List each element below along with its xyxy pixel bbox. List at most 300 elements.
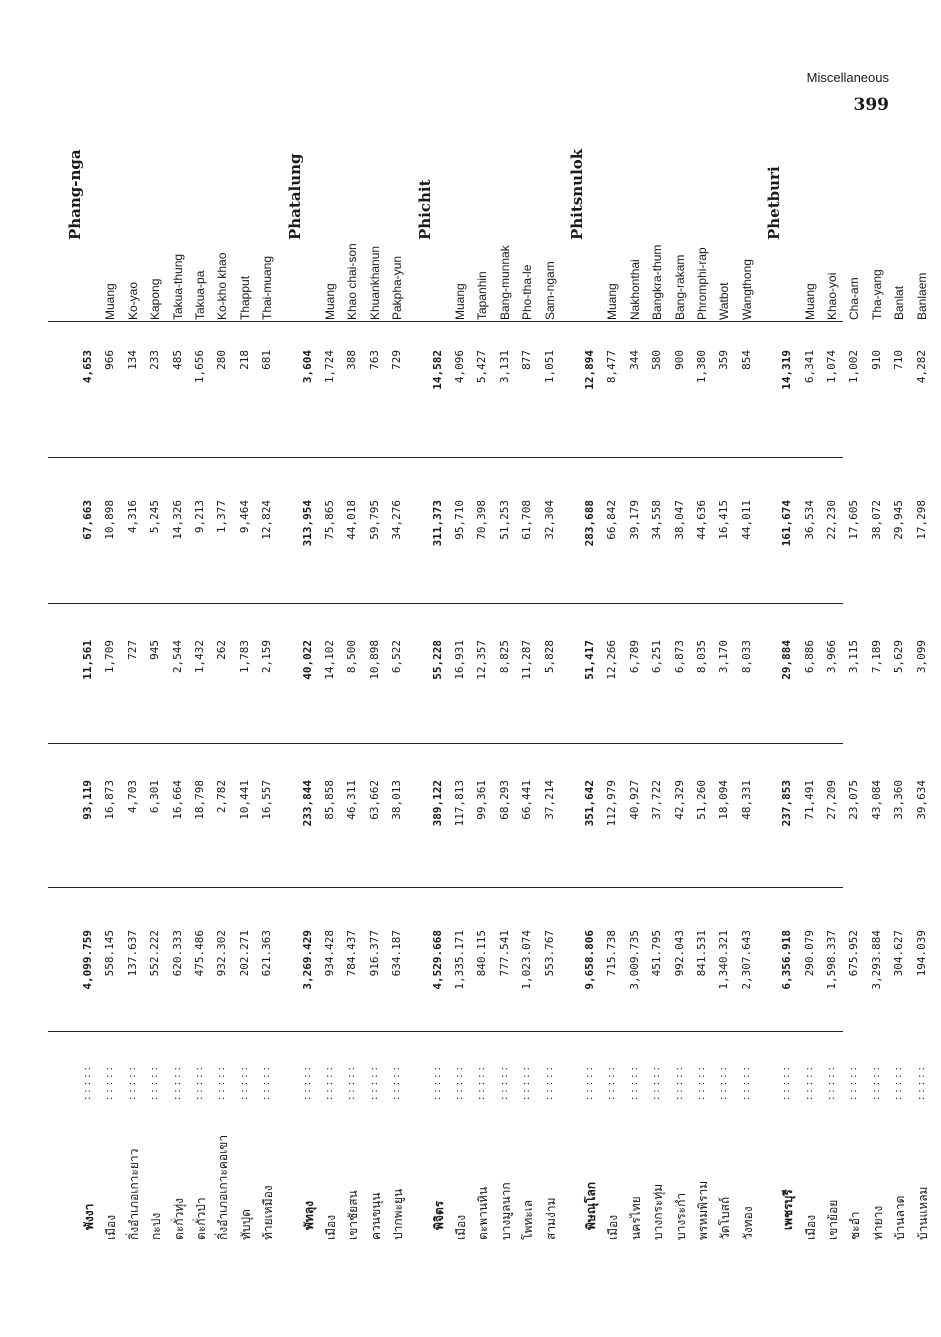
- district-name-english: Kapong: [148, 278, 163, 320]
- district-value: 485: [170, 350, 184, 370]
- district-value: 558.145: [103, 930, 117, 977]
- leader-dots: :::::: [368, 1063, 380, 1100]
- leader-dots: :::::: [651, 1063, 663, 1100]
- district-value: 34,276: [390, 500, 404, 540]
- province-total-value: 237,853: [780, 780, 794, 827]
- district-value: 675.952: [847, 930, 861, 977]
- leader-dots: :::::: [431, 1063, 443, 1100]
- district-name-english: Watbot: [717, 282, 732, 320]
- district-value: 33,360: [892, 780, 906, 820]
- district-value: 14,326: [170, 500, 184, 540]
- leader-dots: :::::: [126, 1063, 138, 1100]
- province-total-value: 67,663: [81, 500, 94, 540]
- district-value: 3,131: [497, 350, 511, 384]
- district-value: 553.767: [542, 930, 556, 977]
- district-value: 1,656: [193, 350, 206, 384]
- district-value: 621.363: [260, 930, 274, 977]
- district-value: 854: [739, 350, 753, 370]
- district-value: 877: [520, 350, 534, 370]
- district-name-thai: เมือง: [104, 1214, 119, 1240]
- province-name-thai: พิจิตร: [431, 1200, 446, 1230]
- district-name-thai: ทับปุด: [238, 1209, 253, 1240]
- district-value: 38,047: [672, 500, 686, 540]
- district-name-thai: กะปง: [149, 1212, 164, 1240]
- district-value: 1,023.074: [520, 930, 534, 990]
- district-value: 34,558: [650, 500, 664, 540]
- district-name-english: Banlaem: [914, 272, 929, 320]
- district-value: 932.302: [215, 930, 229, 977]
- district-value: 3,170: [717, 640, 731, 674]
- district-name-thai: พรหมพิราม: [696, 1180, 710, 1240]
- district-value: 27,209: [825, 780, 838, 820]
- district-name-thai: นครไทย: [628, 1196, 643, 1240]
- district-name-english: Muang: [103, 283, 118, 320]
- province-total-value: 3,269.429: [300, 930, 314, 990]
- district-value: 70,398: [475, 500, 489, 540]
- province-row: [568, 120, 602, 1240]
- district-value: 1,074: [825, 350, 838, 384]
- district-value: 39,634: [914, 780, 928, 820]
- district-value: 12,824: [260, 500, 274, 540]
- district-value: 1,709: [103, 640, 117, 674]
- district-row: [342, 120, 364, 1240]
- district-value: 63,662: [367, 780, 381, 820]
- district-name-thai: เมือง: [606, 1214, 621, 1240]
- district-value: 32,304: [542, 500, 556, 540]
- district-value: 5,629: [892, 640, 906, 674]
- province-total-value: 351,642: [583, 780, 596, 827]
- district-value: 39,179: [627, 500, 641, 540]
- district-value: 634.187: [390, 930, 404, 977]
- district-row: [495, 120, 517, 1240]
- district-value: 46,311: [345, 780, 359, 820]
- district-value: 6,873: [672, 640, 686, 674]
- district-name-thai: เขาชัยสน: [346, 1190, 361, 1240]
- district-value: 17,298: [914, 500, 928, 540]
- district-value: 48,331: [739, 780, 753, 820]
- district-value: 3,009.735: [627, 930, 641, 990]
- province-row: [285, 120, 320, 1240]
- district-value: 6,789: [627, 640, 641, 674]
- leader-dots: :::::: [194, 1063, 205, 1100]
- district-row: [692, 120, 714, 1240]
- district-value: 51,260: [695, 780, 708, 820]
- district-value: 934.428: [323, 930, 336, 977]
- district-value: 9,213: [193, 500, 206, 534]
- province-total-value: 93,119: [81, 780, 94, 820]
- district-value: 4,096: [453, 350, 466, 384]
- district-value: 2,782: [215, 780, 229, 814]
- district-name-thai: เมือง: [324, 1214, 338, 1240]
- district-row: [602, 120, 624, 1240]
- district-value: 37,722: [650, 780, 664, 820]
- district-value: 710: [892, 350, 906, 370]
- district-name-english: Khuankhanun: [367, 245, 382, 320]
- district-value: 51,253: [497, 500, 511, 540]
- district-value: 1,340.321: [717, 930, 731, 990]
- leader-dots: :::::: [673, 1063, 685, 1100]
- leader-dots: :::::: [696, 1063, 707, 1100]
- district-name-thai: ควนขนุน: [368, 1192, 383, 1240]
- leader-dots: :::::: [781, 1063, 793, 1100]
- province-name-english: Phitsnulok: [568, 148, 586, 240]
- province-total-value: 233,844: [300, 780, 314, 827]
- page-number: 399: [853, 95, 889, 115]
- district-row: [190, 120, 212, 1240]
- district-name-english: Bangkra-thum: [650, 244, 665, 320]
- district-value: 475.486: [193, 930, 206, 977]
- district-value: 4,282: [914, 350, 928, 384]
- province-total-value: 4,529.668: [430, 930, 444, 990]
- district-name-thai: กิ่งอำเภอเกาะยาว: [126, 1148, 141, 1240]
- district-row: [714, 120, 736, 1240]
- district-name-thai: บางมูลนาก: [498, 1182, 513, 1240]
- province-total-value: 283,688: [583, 500, 596, 547]
- district-name-english: Muang: [605, 283, 620, 320]
- district-value: 66,842: [605, 500, 619, 540]
- leader-dots: :::::: [216, 1063, 228, 1100]
- district-name-thai: โพทะเล: [521, 1199, 536, 1240]
- district-row: [517, 120, 539, 1240]
- district-value: 40,927: [627, 780, 641, 820]
- district-value: 280: [215, 350, 229, 370]
- leader-dots: :::::: [870, 1063, 882, 1100]
- province-name-english: Phang-nga: [66, 149, 84, 240]
- district-value: 344: [627, 350, 641, 370]
- district-row: [822, 120, 844, 1240]
- district-row: [100, 120, 122, 1240]
- district-value: 66,441: [520, 780, 534, 820]
- district-value: 4,316: [125, 500, 139, 534]
- district-value: 763: [367, 350, 381, 370]
- district-value: 1,783: [237, 640, 251, 674]
- province-row: [415, 120, 450, 1240]
- district-value: 1,432: [193, 640, 206, 674]
- district-row: [647, 120, 669, 1240]
- district-value: 840.115: [475, 930, 489, 977]
- district-row: [912, 120, 934, 1240]
- district-row: [540, 120, 562, 1240]
- province-name-thai: พังงา: [82, 1203, 96, 1230]
- province-total-value: 3,604: [300, 350, 314, 384]
- district-value: 4,703: [125, 780, 139, 814]
- district-row: [472, 120, 494, 1240]
- district-value: 38,072: [869, 500, 883, 540]
- leader-dots: :::::: [238, 1063, 250, 1100]
- province-total-value: 9,658.806: [583, 930, 596, 990]
- district-value: 8,477: [605, 350, 619, 384]
- district-value: 916.377: [367, 930, 381, 977]
- district-value: 8,033: [739, 640, 753, 674]
- district-value: 11,287: [520, 640, 534, 680]
- district-value: 5,427: [475, 350, 489, 384]
- district-name-thai: กิ่งอำเภอเกาะคอเขา: [216, 1134, 231, 1240]
- district-name-english: Khao chai-son: [345, 243, 360, 320]
- district-row: [800, 120, 822, 1240]
- district-name-english: Cha-am: [847, 277, 862, 320]
- leader-dots: :::::: [803, 1063, 815, 1100]
- district-name-thai: เมือง: [803, 1214, 818, 1240]
- district-row: [235, 120, 257, 1240]
- district-value: 29,945: [892, 500, 906, 540]
- district-value: 8,500: [345, 640, 359, 674]
- district-value: 44,011: [739, 500, 753, 540]
- district-value: 44,018: [345, 500, 359, 540]
- district-value: 3,115: [847, 640, 861, 674]
- district-value: 95,710: [453, 500, 466, 540]
- district-value: 137.637: [125, 930, 139, 977]
- leader-dots: :::::: [628, 1063, 640, 1100]
- leader-dots: :::::: [893, 1063, 905, 1100]
- district-value: 777.541: [497, 930, 511, 977]
- district-row: [257, 120, 279, 1240]
- district-value: 42,329: [672, 780, 686, 820]
- district-name-english: Bang-munnak: [497, 245, 512, 320]
- district-value: 59,795: [367, 500, 381, 540]
- province-total-value: 55,228: [430, 640, 444, 680]
- province-total-value: 4,099.759: [81, 930, 94, 990]
- district-value: 134: [125, 350, 139, 370]
- district-value: 10,898: [367, 640, 381, 680]
- district-value: 85,858: [323, 780, 336, 820]
- province-row: [765, 120, 799, 1240]
- district-row: [123, 120, 145, 1240]
- district-name-thai: ปากพะยูน: [391, 1188, 406, 1240]
- district-name-thai: วังทอง: [740, 1206, 755, 1240]
- province-total-value: 11,561: [81, 640, 94, 680]
- district-value: 233: [148, 350, 162, 370]
- district-name-thai: ท้ายเหมือง: [261, 1185, 276, 1240]
- district-value: 727: [125, 640, 139, 660]
- district-value: 10,898: [103, 500, 117, 540]
- district-value: 900: [672, 350, 686, 370]
- district-row: [387, 120, 409, 1240]
- district-value: 17,605: [847, 500, 861, 540]
- district-value: 1,380: [695, 350, 708, 384]
- district-value: 5,828: [542, 640, 556, 674]
- page-header: [807, 70, 889, 115]
- district-name-english: Tapanhin: [475, 271, 490, 320]
- district-value: 359: [717, 350, 731, 370]
- district-value: 6,341: [802, 350, 816, 384]
- district-value: 681: [260, 350, 274, 370]
- district-row: [867, 120, 889, 1240]
- district-name-english: Pho-tha-le: [520, 264, 535, 320]
- district-value: 8,825: [497, 640, 511, 674]
- district-name-thai: เขาย้อย: [826, 1199, 840, 1240]
- district-row: [450, 120, 472, 1240]
- leader-dots: :::::: [521, 1063, 533, 1100]
- province-total-value: 40,022: [300, 640, 314, 680]
- district-name-thai: บางกระทุ่ม: [651, 1183, 666, 1240]
- province-name-thai: เพชรบุรี: [781, 1189, 796, 1230]
- district-value: 304.627: [892, 930, 906, 977]
- district-value: 1,002: [847, 350, 861, 384]
- district-name-english: Muang: [802, 283, 817, 320]
- district-value: 16,415: [717, 500, 731, 540]
- province-total-value: 311,373: [430, 500, 444, 547]
- district-name-english: Takua-thung: [170, 253, 185, 320]
- leader-dots: :::::: [543, 1063, 555, 1100]
- district-value: 75,865: [323, 500, 336, 540]
- leader-dots: :::::: [104, 1063, 116, 1100]
- district-name-english: Khao-yoi: [825, 272, 839, 320]
- district-value: 992.043: [672, 930, 686, 977]
- district-name-thai: บ้านลาด: [893, 1195, 908, 1240]
- province-total-value: 4,653: [81, 350, 94, 384]
- leader-dots: :::::: [391, 1063, 403, 1100]
- district-value: 262: [215, 640, 229, 660]
- district-value: 715.738: [605, 930, 619, 977]
- leader-dots: :::::: [324, 1063, 335, 1100]
- district-value: 2,159: [260, 640, 274, 674]
- district-value: 6,886: [802, 640, 816, 674]
- district-value: 729: [390, 350, 404, 370]
- province-name-english: Phichit: [415, 179, 434, 240]
- leader-dots: :::::: [454, 1063, 465, 1100]
- district-row: [670, 120, 692, 1240]
- district-name-thai: ตะกั่วทุ่ง: [171, 1197, 186, 1240]
- province-name-english: Phatalung: [285, 153, 304, 240]
- district-value: 290.079: [802, 930, 816, 977]
- district-value: 22,230: [825, 500, 838, 540]
- province-name-thai: พิษณุโลก: [584, 1181, 598, 1230]
- district-value: 10,441: [237, 780, 251, 820]
- district-value: 16,931: [453, 640, 466, 680]
- district-value: 451.795: [650, 930, 664, 977]
- district-value: 218: [237, 350, 251, 370]
- district-value: 6,251: [650, 640, 664, 674]
- district-name-thai: วัดโบสถ์: [718, 1196, 733, 1240]
- district-value: 580: [650, 350, 664, 370]
- district-value: 37,214: [542, 780, 556, 820]
- district-value: 43,084: [869, 780, 883, 820]
- province-total-value: 12,894: [583, 350, 596, 390]
- district-value: 16,664: [170, 780, 184, 820]
- district-row: [365, 120, 387, 1240]
- leader-dots: :::::: [261, 1063, 273, 1100]
- leader-dots: :::::: [740, 1063, 752, 1100]
- district-value: 8,035: [695, 640, 708, 674]
- district-value: 5,245: [148, 500, 162, 534]
- district-value: 552.222: [148, 930, 162, 977]
- leader-dots: :::::: [915, 1063, 927, 1100]
- district-value: 3,966: [825, 640, 838, 674]
- province-total-value: 29,884: [780, 640, 794, 680]
- district-value: 1,051: [542, 350, 556, 384]
- district-value: 1,377: [215, 500, 229, 534]
- district-row: [737, 120, 759, 1240]
- district-row: [320, 120, 342, 1240]
- statistics-table: [66, 120, 930, 1240]
- district-name-english: Pakpha-yun: [390, 255, 405, 320]
- district-value: 620.333: [170, 930, 184, 977]
- district-value: 117,813: [453, 780, 466, 827]
- district-value: 16,557: [260, 780, 274, 820]
- district-value: 16,873: [103, 780, 117, 820]
- district-name-english: Sam-ngam: [542, 261, 557, 320]
- district-name-thai: เมือง: [454, 1214, 468, 1240]
- province-total-value: 313,954: [300, 500, 314, 547]
- leader-dots: :::::: [171, 1063, 183, 1100]
- leader-dots: :::::: [82, 1063, 93, 1100]
- leader-dots: :::::: [826, 1063, 837, 1100]
- district-value: 945: [148, 640, 162, 660]
- leader-dots: :::::: [848, 1063, 860, 1100]
- district-name-english: Takua-pa: [193, 270, 207, 320]
- district-value: 2,544: [170, 640, 184, 674]
- district-value: 910: [869, 350, 883, 370]
- district-value: 841.531: [695, 930, 708, 977]
- district-value: 68,293: [497, 780, 511, 820]
- province-total-value: 51,417: [583, 640, 596, 680]
- district-name-thai: สามง่าม: [543, 1197, 558, 1240]
- district-name-thai: บางระกำ: [673, 1192, 688, 1240]
- district-value: 784.437: [345, 930, 359, 977]
- district-value: 1,335.171: [453, 930, 466, 990]
- district-name-english: Thapput: [237, 275, 252, 320]
- leader-dots: :::::: [606, 1063, 618, 1100]
- district-value: 1,724: [323, 350, 336, 384]
- section-title: Miscellaneous: [806, 70, 889, 85]
- leader-dots: :::::: [584, 1063, 595, 1100]
- district-name-english: Tha-yang: [869, 269, 884, 320]
- district-value: 18,094: [717, 780, 731, 820]
- district-row: [145, 120, 167, 1240]
- district-name-english: Ko-yao: [125, 281, 140, 320]
- district-name-english: Bang-rakam: [672, 254, 687, 320]
- district-value: 14,102: [323, 640, 336, 680]
- district-value: 966: [103, 350, 117, 370]
- district-row: [168, 120, 190, 1240]
- district-value: 99,361: [475, 780, 489, 820]
- province-total-value: 14,319: [780, 350, 794, 390]
- district-value: 38,013: [390, 780, 404, 820]
- district-value: 9,464: [237, 500, 251, 534]
- district-value: 6,522: [390, 640, 404, 674]
- leader-dots: :::::: [346, 1063, 358, 1100]
- district-name-english: Nakhonthai: [627, 259, 642, 320]
- district-row: [625, 120, 647, 1240]
- district-name-thai: ตะพานหิน: [476, 1186, 491, 1240]
- district-value: 44,636: [695, 500, 708, 540]
- district-name-thai: ตะกั่วป่า: [194, 1197, 208, 1240]
- district-row: [844, 120, 866, 1240]
- district-name-english: Muang: [453, 283, 467, 320]
- district-value: 3,293.884: [869, 930, 883, 990]
- leader-dots: :::::: [476, 1063, 488, 1100]
- district-name-english: Banlat: [892, 285, 907, 320]
- district-value: 202.271: [237, 930, 251, 977]
- district-value: 194.039: [914, 930, 928, 977]
- leader-dots: :::::: [149, 1063, 161, 1100]
- district-name-thai: ท่ายาง: [870, 1205, 885, 1240]
- district-name-english: Thai-muang: [260, 255, 275, 320]
- district-name-thai: ชะอำ: [848, 1211, 863, 1240]
- district-name-english: Muang: [323, 283, 337, 320]
- district-value: 3,099: [914, 640, 928, 674]
- province-name-english: Phetburi: [765, 166, 784, 240]
- province-row: [66, 120, 100, 1240]
- province-total-value: 161,674: [780, 500, 794, 547]
- district-value: 6,301: [148, 780, 162, 814]
- leader-dots: :::::: [301, 1063, 313, 1100]
- district-value: 12,357: [475, 640, 489, 680]
- district-name-english: Ko-kho khao: [215, 252, 230, 320]
- district-value: 12,266: [605, 640, 619, 680]
- district-value: 36,534: [802, 500, 816, 540]
- district-value: 23,075: [847, 780, 861, 820]
